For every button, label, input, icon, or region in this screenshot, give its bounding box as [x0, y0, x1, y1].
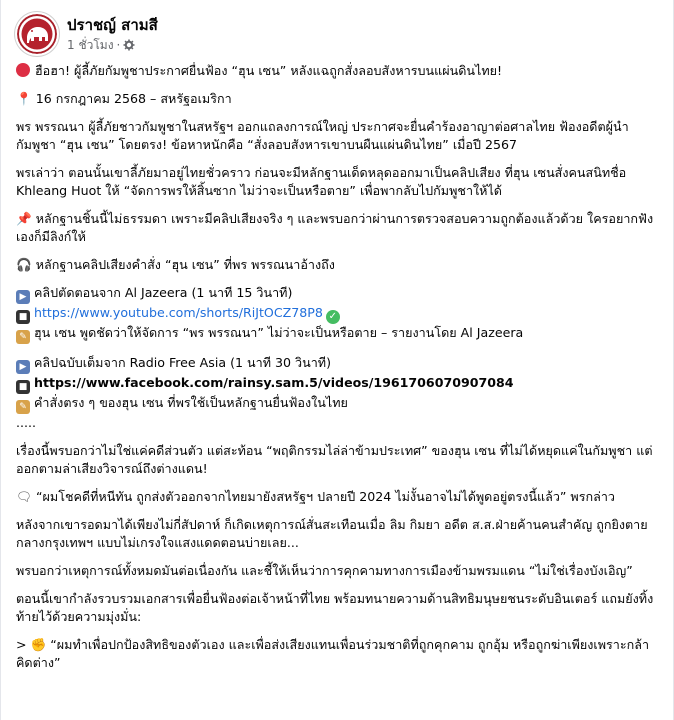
- quote-prefix: >: [16, 637, 27, 652]
- clip2-desc: คำสั่งตรง ๆ ของฮุน เซน ที่พรใช้เป็นหลักฐานยื่นฟ้องในไทย: [34, 395, 348, 410]
- clip2-title: คลิปฉบับเต็มจาก Radio Free Asia (1 นาที 30 วินาที): [34, 355, 331, 370]
- paragraph-3: [16, 210, 659, 246]
- clip2-title-line: [16, 354, 659, 374]
- paragraph-6: พรบอกว่าเหตุการณ์ทั้งหมดมันต่อเนื่องกัน และชี้ให้เห็นว่าการคุกคามทางการเมืองข้ามพรมแดน “ไม่ใช่เรื่องบังเอิญ”: [16, 563, 633, 578]
- paragraph-7: ตอนนี้เขากำลังรวบรวมเอกสารเพื่อยื่นฟ้องต่อเจ้าหน้าที่ไทย พร้อมทนายความด้านสิทธิมนุษยชนระดับอินเตอร์ แถมยังทิ้งท้ายไว้ด้วยความมุ่งมั่น:: [16, 591, 654, 624]
- play-button-icon: ▶: [16, 290, 30, 304]
- paragraph-2: พรเล่าว่า ตอนนั้นเขาลี้ภัยมาอยู่ไทยชั่วคราว ก่อนจะมีหลักฐานเด็ดหลุดออกมาเป็นคลิปเสียง ที่ฮุน เซนสั่งคนสนิทชื่อ Khleang Huot ให้ “จัดการพรให้สิ้นซาก ไม่ว่าจะเป็นหรือตาย” เพื่อพากลับไปกัมพูชาให้ได้: [16, 165, 627, 198]
- clip2-url-link[interactable]: https://www.facebook.com/rainsy.sam.5/videos/1961706070907084: [34, 375, 514, 390]
- paragraph-5: หลังจากเขารอดมาได้เพียงไม่กี่สัปดาห์ ก็เกิดเหตุการณ์สั่นสะเทือนเมื่อ ลิม กิมยา อดีต ส.ส.ฝ่ายค้านคนสำคัญ ถูกยิงตายกลางกรุงเทพฯ แบบไม่เกรงใจแสงแดดตอนบ่ายเลย...: [16, 517, 648, 550]
- pin-icon: 📌: [16, 211, 32, 226]
- clip2-url-line: [16, 374, 659, 394]
- headline-text: ฮือฮา! ผู้ลี้ภัยกัมพูชาประกาศยื่นฟ้อง “ฮุน เซน” หลังแฉถูกสั่งลอบสังหารบนแผ่นดินไทย!: [35, 63, 503, 78]
- pushpin-icon: 📍: [16, 91, 32, 106]
- post-meta: [67, 37, 158, 53]
- paragraph-1: พร พรรณนา ผู้ลี้ภัยชาวกัมพูชาในสหรัฐฯ ออกแถลงการณ์ใหญ่ ประกาศจะยื่นคำร้องอาญาต่อศาลไทย ฟ้องอดีตผู้นำกัมพูชา “ฮุน เซน” โดยตรง! ข้อหาหนักคือ “สั่งลอบสังหารเขาบนผืนแผ่นดินไทย” เมื่อปี 2567: [16, 119, 629, 152]
- red-circle-icon: [16, 63, 30, 77]
- audio-heading-text: หลักฐานคลิปเสียงคำสั่ง “ฮุน เซน” ที่พร พรรณนาอ้างถึง: [35, 257, 335, 272]
- quote-1-text: “ผมโชคดีที่หนีทัน ถูกส่งตัวออกจากไทยมายังสหรัฐฯ ปลายปี 2024 ไม่งั้นอาจไม่ได้พูดอยู่ตรงนี้แล้ว” พรกล่าว: [36, 489, 615, 504]
- clip1-url-link[interactable]: https://www.youtube.com/shorts/RiJtOCZ78P8: [34, 305, 323, 320]
- clip2-desc-line: [16, 394, 659, 414]
- audio-heading-line: [16, 256, 659, 274]
- quote-1-line: [16, 488, 659, 506]
- quote-2-line: [16, 636, 659, 672]
- date-text: 16 กรกฎาคม 2568 – สหรัฐอเมริกา: [35, 91, 232, 106]
- clip1-url-line: [16, 304, 659, 324]
- memo-icon: ✎: [16, 330, 30, 344]
- speech-balloon-icon: 🗨: [16, 489, 32, 504]
- post-header: [15, 12, 158, 56]
- fist-icon: ✊: [30, 637, 47, 652]
- movie-camera-icon: ■: [16, 310, 30, 324]
- author-name[interactable]: ปราชญ์ สามสี: [67, 15, 158, 34]
- quote-2-text: “ผมทำเพื่อปกป้องสิทธิของตัวเอง และเพื่อส่งเสียงแทนเพื่อนร่วมชาติที่ถูกคุกคาม ถูกอุ้ม หรือถูกฆ่าเพียงเพราะกล้าคิดต่าง”: [16, 637, 650, 670]
- movie-camera-icon: ■: [16, 380, 30, 394]
- date-line: [16, 90, 659, 108]
- clip1-title-line: [16, 284, 659, 304]
- headphones-icon: 🎧: [16, 257, 32, 272]
- ellipsis: .....: [16, 415, 37, 430]
- clip1-title: คลิปตัดตอนจาก Al Jazeera (1 นาที 15 วินาที): [34, 285, 293, 300]
- avatar[interactable]: [15, 12, 59, 56]
- header-text: [67, 16, 158, 53]
- check-icon: ✓: [326, 310, 340, 324]
- play-button-icon: ▶: [16, 360, 30, 374]
- elephant-logo-icon: [17, 14, 57, 54]
- memo-icon: ✎: [16, 400, 30, 414]
- clip1-desc-line: [16, 324, 659, 344]
- post-body: [16, 62, 659, 682]
- meta-dot: ·: [116, 37, 121, 52]
- gear-icon[interactable]: [123, 39, 135, 51]
- paragraph-4: เรื่องนี้พรบอกว่าไม่ใช่แค่คดีส่วนตัว แต่สะท้อน “พฤติกรรมไล่ล่าข้ามประเทศ” ของฮุน เซน ที่ไม่ได้หยุดแค่ในกัมพูชา แต่ออกตามล่าเสียงวิจารณ์ถึงต่างแดน!: [16, 443, 653, 476]
- headline-line: [16, 62, 659, 80]
- clip1-desc: ฮุน เซน พูดชัดว่าให้จัดการ “พร พรรณนา” ไม่ว่าจะเป็นหรือตาย – รายงานโดย Al Jazeera: [34, 325, 524, 340]
- paragraph-3-text: หลักฐานชิ้นนี้ไม่ธรรมดา เพราะมีคลิปเสียงจริง ๆ และพรบอกว่าผ่านการตรวจสอบความถูกต้องแล้วด้วย ใครอยากฟังเองก็มีลิงก์ให้: [16, 211, 654, 244]
- post-time[interactable]: 1 ชั่วโมง: [67, 37, 114, 52]
